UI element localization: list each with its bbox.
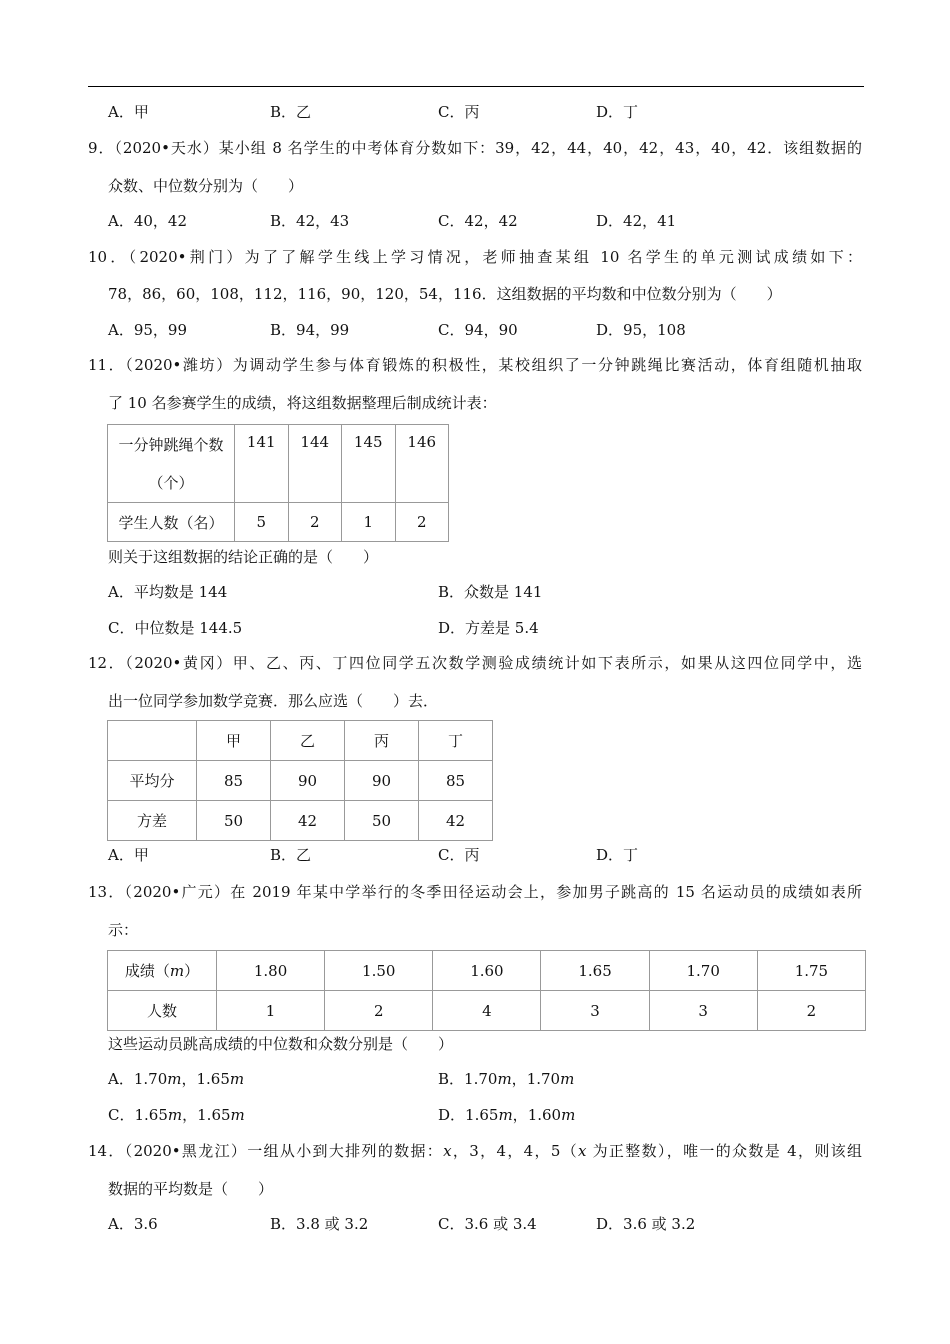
q13-option-d: D．1.65m，1.60m [438,1106,576,1124]
q11-option-b: B．众数是 141 [438,583,543,601]
q13-table-count-label: 人数 [108,991,217,1031]
q13-table-count: 1 [217,991,325,1031]
q11-stem-line1: 11．（2020•潍坊）为调动学生参与体育锻炼的积极性，某校组织了一分钟跳绳比赛活动，体育组随机抽取 [88,356,862,374]
q12-table-cell: 42 [271,801,345,841]
q12-table-header: 丙 [345,721,419,761]
q12-table-cell: 50 [345,801,419,841]
q13-table-value: 1.75 [757,951,865,991]
q12-table-header: 甲 [197,721,271,761]
q14-option-a: A．3.6 [108,1215,158,1233]
q12-table-row-label: 方差 [108,801,197,841]
q11-option-a: A．平均数是 144 [108,583,228,601]
q11-table-value: 146 [395,425,449,503]
q12-table-cell: 85 [197,761,271,801]
q12-table-row-label: 平均分 [108,761,197,801]
q10-stem-line2: 78，86，60，108，112，116，90，120，54，116．这组数据的平均数和中位数分别为（ ） [108,285,782,303]
q8-option-d: D．丁 [596,103,639,121]
q10-option-a: A．95，99 [108,321,188,339]
q9-option-c: C．42，42 [438,212,518,230]
q13-stem-line2: 示： [108,921,139,939]
q12-table-header: 乙 [271,721,345,761]
q13-table-value: 1.70 [649,951,757,991]
q12-table-cell: 90 [271,761,345,801]
q12-table-cell: 85 [419,761,493,801]
q11-table-value: 144 [288,425,342,503]
q11-table-count: 1 [342,503,396,542]
q12-table-corner [108,721,197,761]
q12-option-c: C．丙 [438,846,480,864]
q13-table-count: 2 [757,991,865,1031]
q11-table-count: 5 [235,503,289,542]
q11-table-count: 2 [288,503,342,542]
q10-option-d: D．95，108 [596,321,686,339]
q12-stem-line2: 出一位同学参加数学竞赛．那么应选（ ）去． [108,692,439,710]
q12-option-b: B．乙 [270,846,312,864]
q12-table-cell: 90 [345,761,419,801]
q13-stem-line1: 13．（2020•广元）在 2019 年某中学举行的冬季田径运动会上，参加男子跳高的 15 名运动员的成绩如表所 [88,883,862,901]
q14-option-b: B．3.8 或 3.2 [270,1215,369,1233]
q10-option-b: B．94，99 [270,321,350,339]
q13-option-c: C．1.65m，1.65m [108,1106,245,1124]
q8-option-a: A．甲 [108,103,149,121]
q13-table-count: 4 [433,991,541,1031]
q9-stem-line1: 9．（2020•天水）某小组 8 名学生的中考体育分数如下：39，42，44，40，42，43，40，42．该组数据的 [88,139,862,157]
header-rule [88,86,864,87]
q14-stem-line2: 数据的平均数是（ ） [108,1180,274,1198]
q13-table-value: 1.50 [325,951,433,991]
q11-stem-line2: 了 10 名参赛学生的成绩，将这组数据整理后制成统计表： [108,394,497,412]
q10-stem-line1: 10．（2020•荆门）为了了解学生线上学习情况，老师抽查某组 10 名学生的单元测试成绩如下： [88,248,862,266]
q13-option-a: A．1.70m，1.65m [108,1070,245,1088]
q8-option-c: C．丙 [438,103,480,121]
q11-table-value: 145 [342,425,396,503]
q12-table-header: 丁 [419,721,493,761]
q14-option-d: D．3.6 或 3.2 [596,1215,696,1233]
q11-table-count: 2 [395,503,449,542]
q13-table-value: 1.80 [217,951,325,991]
q12-table-cell: 50 [197,801,271,841]
q13-table-count: 3 [649,991,757,1031]
q11-option-c: C．中位数是 144.5 [108,619,243,637]
q12-option-d: D．丁 [596,846,639,864]
q11-table-count-label: 学生人数（名） [108,503,235,542]
q14-stem-line1: 14．（2020•黑龙江）一组从小到大排列的数据：x，3，4，4，5（x 为正整数），唯一的众数是 4，则该组 [88,1142,862,1160]
q12-table-cell: 42 [419,801,493,841]
q13-table [107,950,866,1031]
q12-table [107,720,493,841]
q8-option-b: B．乙 [270,103,312,121]
q12-stem-line1: 12．（2020•黄冈）甲、乙、丙、丁四位同学五次数学测验成绩统计如下表所示，如果从这四位同学中，选 [88,654,862,672]
q13-table-count: 2 [325,991,433,1031]
q11-table-value: 141 [235,425,289,503]
q11-option-d: D．方差是 5.4 [438,619,539,637]
q12-option-a: A．甲 [108,846,149,864]
q9-stem-line2: 众数、中位数分别为（ ） [108,177,304,195]
q9-option-d: D．42，41 [596,212,677,230]
q9-option-b: B．42，43 [270,212,350,230]
q13-stem-line3: 这些运动员跳高成绩的中位数和众数分别是（ ） [108,1035,454,1053]
q11-table [107,424,449,542]
q14-option-c: C．3.6 或 3.4 [438,1215,537,1233]
q13-table-score-label: 成绩（m） [108,951,217,991]
q11-table-header-label: 一分钟跳绳个数 （个） [108,425,235,503]
q13-table-count: 3 [541,991,649,1031]
q10-option-c: C．94，90 [438,321,518,339]
q9-option-a: A．40，42 [108,212,188,230]
q11-stem-line3: 则关于这组数据的结论正确的是（ ） [108,548,379,566]
q13-option-b: B．1.70m，1.70m [438,1070,575,1088]
q13-table-value: 1.65 [541,951,649,991]
q13-table-value: 1.60 [433,951,541,991]
